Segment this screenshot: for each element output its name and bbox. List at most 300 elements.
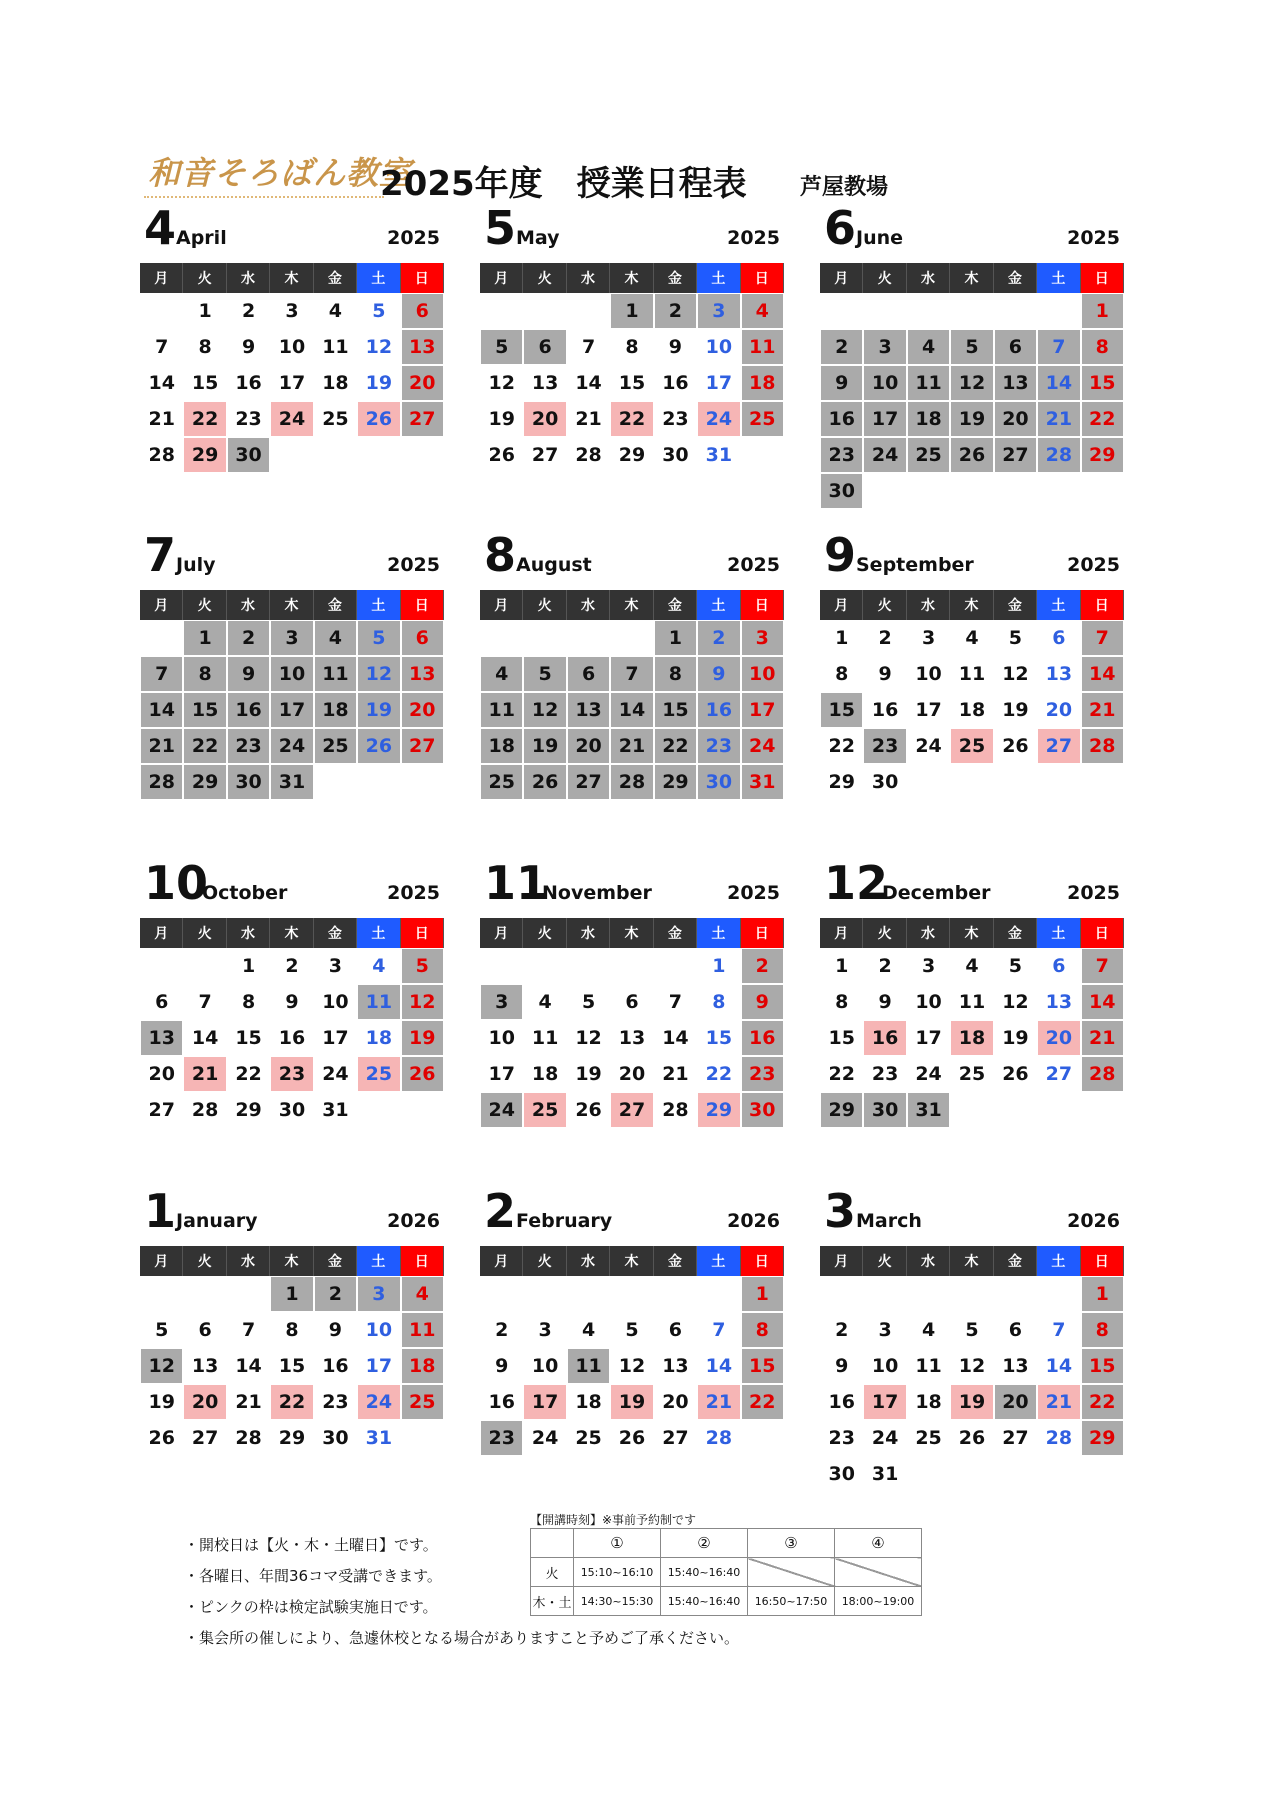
day-cell: 27	[654, 1420, 697, 1456]
day-cell: 7	[1081, 620, 1124, 656]
day-cell: 11	[907, 1348, 950, 1384]
day-cell: 15	[1081, 365, 1124, 401]
day-cell: 22	[1081, 401, 1124, 437]
schedule-row-label: 木・土	[531, 1587, 574, 1616]
day-grid	[820, 293, 1124, 509]
day-cell: 2	[863, 948, 906, 984]
weekday-label: 土	[697, 590, 740, 620]
day-cell: 5	[401, 948, 444, 984]
day-cell: 22	[610, 401, 653, 437]
weekday-label: 月	[820, 263, 863, 293]
weekday-label: 月	[820, 590, 863, 620]
day-cell: 19	[610, 1384, 653, 1420]
day-cell: 18	[314, 365, 357, 401]
day-cell: 21	[1081, 1020, 1124, 1056]
page-title: 2025年度 授業日程表	[380, 164, 747, 204]
weekday-label: 日	[1081, 263, 1124, 293]
day-cell: 19	[357, 692, 400, 728]
day-cell: 14	[227, 1348, 270, 1384]
day-cell: 14	[140, 365, 183, 401]
day-cell: 3	[907, 948, 950, 984]
day-cell: 5	[950, 1312, 993, 1348]
day-cell: 16	[820, 401, 863, 437]
weekday-label: 木	[950, 918, 993, 948]
day-cell: 24	[697, 401, 740, 437]
day-cell: 23	[863, 728, 906, 764]
day-grid	[480, 948, 784, 1128]
day-cell: 30	[270, 1092, 313, 1128]
weekday-label: 月	[480, 918, 523, 948]
weekday-header	[480, 1246, 784, 1276]
day-cell: 18	[567, 1384, 610, 1420]
day-cell: 14	[1081, 984, 1124, 1020]
day-cell: 5	[357, 293, 400, 329]
day-cell: 25	[950, 1056, 993, 1092]
month-april	[140, 201, 444, 505]
day-cell: 5	[523, 656, 566, 692]
calendar-table	[820, 1246, 1124, 1492]
day-cell: 20	[567, 728, 610, 764]
day-cell: 27	[610, 1092, 653, 1128]
day-cell: 19	[523, 728, 566, 764]
day-cell: 17	[270, 692, 313, 728]
day-cell: 17	[863, 1384, 906, 1420]
month-september	[820, 528, 1124, 832]
day-cell: 30	[820, 1456, 863, 1492]
weekday-label: 金	[994, 918, 1037, 948]
day-cell: 20	[1037, 1020, 1080, 1056]
day-cell: 1	[183, 620, 226, 656]
day-cell: 22	[697, 1056, 740, 1092]
day-cell: 25	[907, 1420, 950, 1456]
day-cell: 3	[480, 984, 523, 1020]
day-cell: 30	[820, 473, 863, 509]
day-cell: 6	[401, 293, 444, 329]
schedule-row-label: 火	[531, 1558, 574, 1587]
day-cell: 26	[523, 764, 566, 800]
day-cell: 12	[567, 1020, 610, 1056]
month-number: 9	[824, 528, 857, 582]
weekday-label: 水	[567, 263, 610, 293]
day-cell: 12	[994, 984, 1037, 1020]
day-cell: 10	[523, 1348, 566, 1384]
day-cell: 26	[140, 1420, 183, 1456]
day-cell: 12	[140, 1348, 183, 1384]
weekday-label: 火	[523, 1246, 566, 1276]
weekday-label: 日	[1081, 918, 1124, 948]
day-cell: 29	[820, 1092, 863, 1128]
weekday-label: 日	[1081, 1246, 1124, 1276]
weekday-header	[820, 263, 1124, 293]
month-october	[140, 856, 444, 1160]
weekday-label: 火	[523, 263, 566, 293]
weekday-label: 日	[741, 918, 784, 948]
month-year: 2025	[727, 554, 780, 576]
day-cell: 21	[697, 1384, 740, 1420]
schedule-time: 16:50~17:50	[748, 1587, 835, 1616]
day-cell: 3	[357, 1276, 400, 1312]
month-number: 3	[824, 1184, 857, 1238]
schedule-caption: 【開講時刻】※事前予約制です	[530, 1513, 697, 1527]
day-cell: 11	[523, 1020, 566, 1056]
day-cell: 8	[820, 656, 863, 692]
day-cell: 29	[697, 1092, 740, 1128]
day-cell: 9	[227, 656, 270, 692]
day-grid	[820, 948, 1124, 1128]
weekday-label: 木	[610, 590, 653, 620]
day-grid	[480, 620, 784, 800]
day-cell: 14	[140, 692, 183, 728]
weekday-label: 金	[994, 590, 1037, 620]
day-cell: 11	[357, 984, 400, 1020]
day-cell: 22	[183, 401, 226, 437]
day-grid	[140, 1276, 444, 1456]
month-year: 2026	[727, 1210, 780, 1232]
day-cell: 14	[1081, 656, 1124, 692]
day-cell: 22	[227, 1056, 270, 1092]
day-cell: 28	[567, 437, 610, 473]
day-cell: 24	[863, 1420, 906, 1456]
day-cell: 29	[227, 1092, 270, 1128]
schedule-header-2: ②	[661, 1529, 748, 1558]
day-cell: 7	[227, 1312, 270, 1348]
day-cell: 8	[820, 984, 863, 1020]
weekday-label: 土	[1037, 263, 1080, 293]
day-grid	[820, 620, 1124, 800]
day-cell: 28	[1037, 1420, 1080, 1456]
day-cell: 28	[697, 1420, 740, 1456]
day-cell: 15	[820, 1020, 863, 1056]
day-cell: 9	[741, 984, 784, 1020]
day-cell: 20	[1037, 692, 1080, 728]
day-cell: 16	[227, 365, 270, 401]
day-cell: 1	[270, 1276, 313, 1312]
weekday-label: 月	[820, 918, 863, 948]
weekday-header	[480, 590, 784, 620]
month-august	[480, 528, 784, 832]
day-cell: 31	[863, 1456, 906, 1492]
day-cell: 31	[270, 764, 313, 800]
day-cell: 5	[480, 329, 523, 365]
weekday-header	[820, 918, 1124, 948]
day-cell: 8	[270, 1312, 313, 1348]
page-header	[140, 146, 1140, 210]
day-cell: 26	[401, 1056, 444, 1092]
day-cell: 25	[357, 1056, 400, 1092]
schedule-empty-cell	[748, 1558, 835, 1587]
weekday-label: 日	[741, 590, 784, 620]
day-grid	[140, 620, 444, 800]
day-cell: 28	[140, 437, 183, 473]
branch-name: 芦屋教場	[800, 175, 889, 200]
weekday-label: 火	[523, 918, 566, 948]
day-cell: 28	[183, 1092, 226, 1128]
day-cell: 1	[183, 293, 226, 329]
day-cell: 11	[567, 1348, 610, 1384]
day-cell: 10	[863, 1348, 906, 1384]
day-cell: 29	[1081, 1420, 1124, 1456]
day-cell: 7	[183, 984, 226, 1020]
day-cell: 1	[697, 948, 740, 984]
weekday-label: 木	[270, 590, 313, 620]
day-cell: 26	[610, 1420, 653, 1456]
day-cell: 19	[950, 1384, 993, 1420]
month-number: 12	[824, 856, 889, 910]
day-cell: 2	[314, 1276, 357, 1312]
weekday-header	[140, 918, 444, 948]
weekday-label: 水	[567, 590, 610, 620]
weekday-label: 月	[140, 918, 183, 948]
day-cell: 10	[357, 1312, 400, 1348]
day-cell: 18	[314, 692, 357, 728]
day-cell: 11	[907, 365, 950, 401]
day-cell: 23	[697, 728, 740, 764]
day-cell: 9	[314, 1312, 357, 1348]
day-cell: 18	[480, 728, 523, 764]
calendar-table	[480, 263, 784, 473]
day-cell: 25	[314, 728, 357, 764]
weekday-header	[820, 590, 1124, 620]
weekday-header	[140, 1246, 444, 1276]
day-cell: 2	[820, 1312, 863, 1348]
day-cell: 17	[907, 1020, 950, 1056]
month-name: April	[176, 227, 227, 249]
day-cell: 26	[357, 728, 400, 764]
day-cell: 23	[270, 1056, 313, 1092]
day-cell: 14	[610, 692, 653, 728]
day-cell: 17	[741, 692, 784, 728]
day-cell: 14	[1037, 365, 1080, 401]
month-year: 2025	[387, 554, 440, 576]
day-cell: 5	[950, 329, 993, 365]
day-cell: 18	[950, 1020, 993, 1056]
day-cell: 18	[950, 692, 993, 728]
day-cell: 18	[523, 1056, 566, 1092]
weekday-label: 土	[357, 918, 400, 948]
day-cell: 12	[480, 365, 523, 401]
day-cell: 22	[741, 1384, 784, 1420]
weekday-label: 木	[610, 918, 653, 948]
day-cell: 16	[480, 1384, 523, 1420]
day-cell: 2	[654, 293, 697, 329]
day-cell: 31	[697, 437, 740, 473]
day-cell: 6	[401, 620, 444, 656]
day-cell: 23	[480, 1420, 523, 1456]
schedule-block	[530, 1512, 922, 1616]
day-cell: 23	[314, 1384, 357, 1420]
day-cell: 12	[950, 365, 993, 401]
day-cell: 10	[863, 365, 906, 401]
month-name: October	[202, 882, 288, 904]
day-cell: 23	[741, 1056, 784, 1092]
weekday-label: 木	[270, 918, 313, 948]
schedule-time: 15:10~16:10	[574, 1558, 661, 1587]
day-cell: 12	[401, 984, 444, 1020]
day-cell: 20	[140, 1056, 183, 1092]
schedule-row-thu-sat	[531, 1587, 922, 1616]
day-cell: 4	[907, 329, 950, 365]
day-cell: 15	[1081, 1348, 1124, 1384]
day-cell: 27	[183, 1420, 226, 1456]
calendar-table	[480, 918, 784, 1128]
day-cell: 29	[820, 764, 863, 800]
day-cell: 7	[1037, 1312, 1080, 1348]
month-year: 2025	[387, 227, 440, 249]
day-cell: 27	[567, 764, 610, 800]
day-cell: 30	[697, 764, 740, 800]
day-cell: 7	[610, 656, 653, 692]
calendar-table	[820, 918, 1124, 1128]
day-cell: 15	[741, 1348, 784, 1384]
month-year: 2025	[1067, 554, 1120, 576]
weekday-label: 金	[654, 1246, 697, 1276]
day-cell: 22	[820, 728, 863, 764]
weekday-label: 金	[994, 263, 1037, 293]
day-cell: 13	[401, 329, 444, 365]
day-cell: 4	[950, 620, 993, 656]
month-year: 2025	[387, 882, 440, 904]
day-cell: 18	[907, 401, 950, 437]
day-cell: 11	[480, 692, 523, 728]
day-cell: 25	[401, 1384, 444, 1420]
day-cell: 21	[227, 1384, 270, 1420]
month-name: December	[882, 882, 991, 904]
weekday-label: 金	[314, 918, 357, 948]
day-cell: 21	[1081, 692, 1124, 728]
weekday-label: 日	[401, 1246, 444, 1276]
day-cell: 9	[270, 984, 313, 1020]
day-cell: 31	[314, 1092, 357, 1128]
day-cell: 9	[820, 365, 863, 401]
weekday-label: 木	[270, 1246, 313, 1276]
day-cell: 1	[1081, 293, 1124, 329]
day-grid	[140, 948, 444, 1128]
day-cell: 7	[1081, 948, 1124, 984]
month-july	[140, 528, 444, 832]
day-cell: 8	[654, 656, 697, 692]
day-cell: 22	[654, 728, 697, 764]
day-cell: 18	[357, 1020, 400, 1056]
day-cell: 8	[741, 1312, 784, 1348]
weekday-label: 水	[227, 263, 270, 293]
day-cell: 13	[140, 1020, 183, 1056]
day-cell: 16	[270, 1020, 313, 1056]
day-cell: 29	[183, 437, 226, 473]
day-cell: 26	[950, 437, 993, 473]
day-cell: 16	[820, 1384, 863, 1420]
note-lesson-count: ・各曜日、年間36コマ受講できます。	[184, 1567, 442, 1585]
day-cell: 19	[567, 1056, 610, 1092]
day-cell: 28	[227, 1420, 270, 1456]
weekday-label: 火	[183, 263, 226, 293]
day-cell: 18	[741, 365, 784, 401]
day-cell: 20	[523, 401, 566, 437]
day-cell: 8	[697, 984, 740, 1020]
day-cell: 21	[567, 401, 610, 437]
day-cell: 10	[907, 984, 950, 1020]
month-february	[480, 1184, 784, 1488]
month-number: 4	[144, 201, 177, 255]
day-cell: 7	[567, 329, 610, 365]
day-cell: 1	[1081, 1276, 1124, 1312]
day-cell: 23	[820, 1420, 863, 1456]
weekday-label: 金	[654, 918, 697, 948]
calendar-table	[140, 590, 444, 800]
day-cell: 19	[140, 1384, 183, 1420]
day-cell: 28	[1037, 437, 1080, 473]
day-cell: 8	[183, 329, 226, 365]
day-cell: 19	[994, 1020, 1037, 1056]
day-cell: 15	[183, 365, 226, 401]
day-cell: 11	[950, 656, 993, 692]
day-cell: 19	[994, 692, 1037, 728]
weekday-label: 月	[140, 263, 183, 293]
weekday-label: 水	[907, 590, 950, 620]
day-cell: 25	[314, 401, 357, 437]
day-cell: 13	[183, 1348, 226, 1384]
weekday-label: 土	[357, 590, 400, 620]
weekday-label: 金	[314, 1246, 357, 1276]
day-cell: 30	[863, 764, 906, 800]
day-cell: 11	[741, 329, 784, 365]
note-pink-exam: ・ピンクの枠は検定試験実施日です。	[184, 1598, 438, 1616]
day-cell: 21	[1037, 401, 1080, 437]
schedule-time: 15:40~16:40	[661, 1558, 748, 1587]
day-cell: 26	[567, 1092, 610, 1128]
calendar-table	[140, 263, 444, 473]
day-cell: 16	[227, 692, 270, 728]
schedule-header-4: ④	[835, 1529, 922, 1558]
day-cell: 13	[994, 365, 1037, 401]
month-number: 2	[484, 1184, 517, 1238]
day-cell: 10	[907, 656, 950, 692]
day-cell: 10	[697, 329, 740, 365]
month-number: 1	[144, 1184, 177, 1238]
day-cell: 17	[357, 1348, 400, 1384]
day-cell: 9	[863, 984, 906, 1020]
day-cell: 25	[950, 728, 993, 764]
day-cell: 23	[654, 401, 697, 437]
calendar-table	[820, 263, 1124, 509]
day-cell: 28	[140, 764, 183, 800]
schedule-empty-cell	[835, 1558, 922, 1587]
day-cell: 11	[401, 1312, 444, 1348]
day-cell: 2	[820, 329, 863, 365]
weekday-header	[140, 263, 444, 293]
day-cell: 6	[610, 984, 653, 1020]
day-cell: 23	[820, 437, 863, 473]
day-cell: 10	[480, 1020, 523, 1056]
weekday-label: 木	[950, 1246, 993, 1276]
day-cell: 19	[357, 365, 400, 401]
day-cell: 20	[654, 1384, 697, 1420]
weekday-label: 火	[863, 918, 906, 948]
day-cell: 8	[1081, 1312, 1124, 1348]
day-cell: 23	[227, 728, 270, 764]
day-cell: 17	[907, 692, 950, 728]
schedule-table	[530, 1528, 922, 1616]
day-cell: 2	[863, 620, 906, 656]
day-cell: 14	[697, 1348, 740, 1384]
month-name: March	[856, 1210, 922, 1232]
weekday-label: 日	[401, 263, 444, 293]
day-cell: 25	[567, 1420, 610, 1456]
day-cell: 24	[863, 437, 906, 473]
weekday-label: 月	[480, 263, 523, 293]
day-cell: 23	[863, 1056, 906, 1092]
weekday-label: 日	[401, 918, 444, 948]
day-cell: 2	[741, 948, 784, 984]
